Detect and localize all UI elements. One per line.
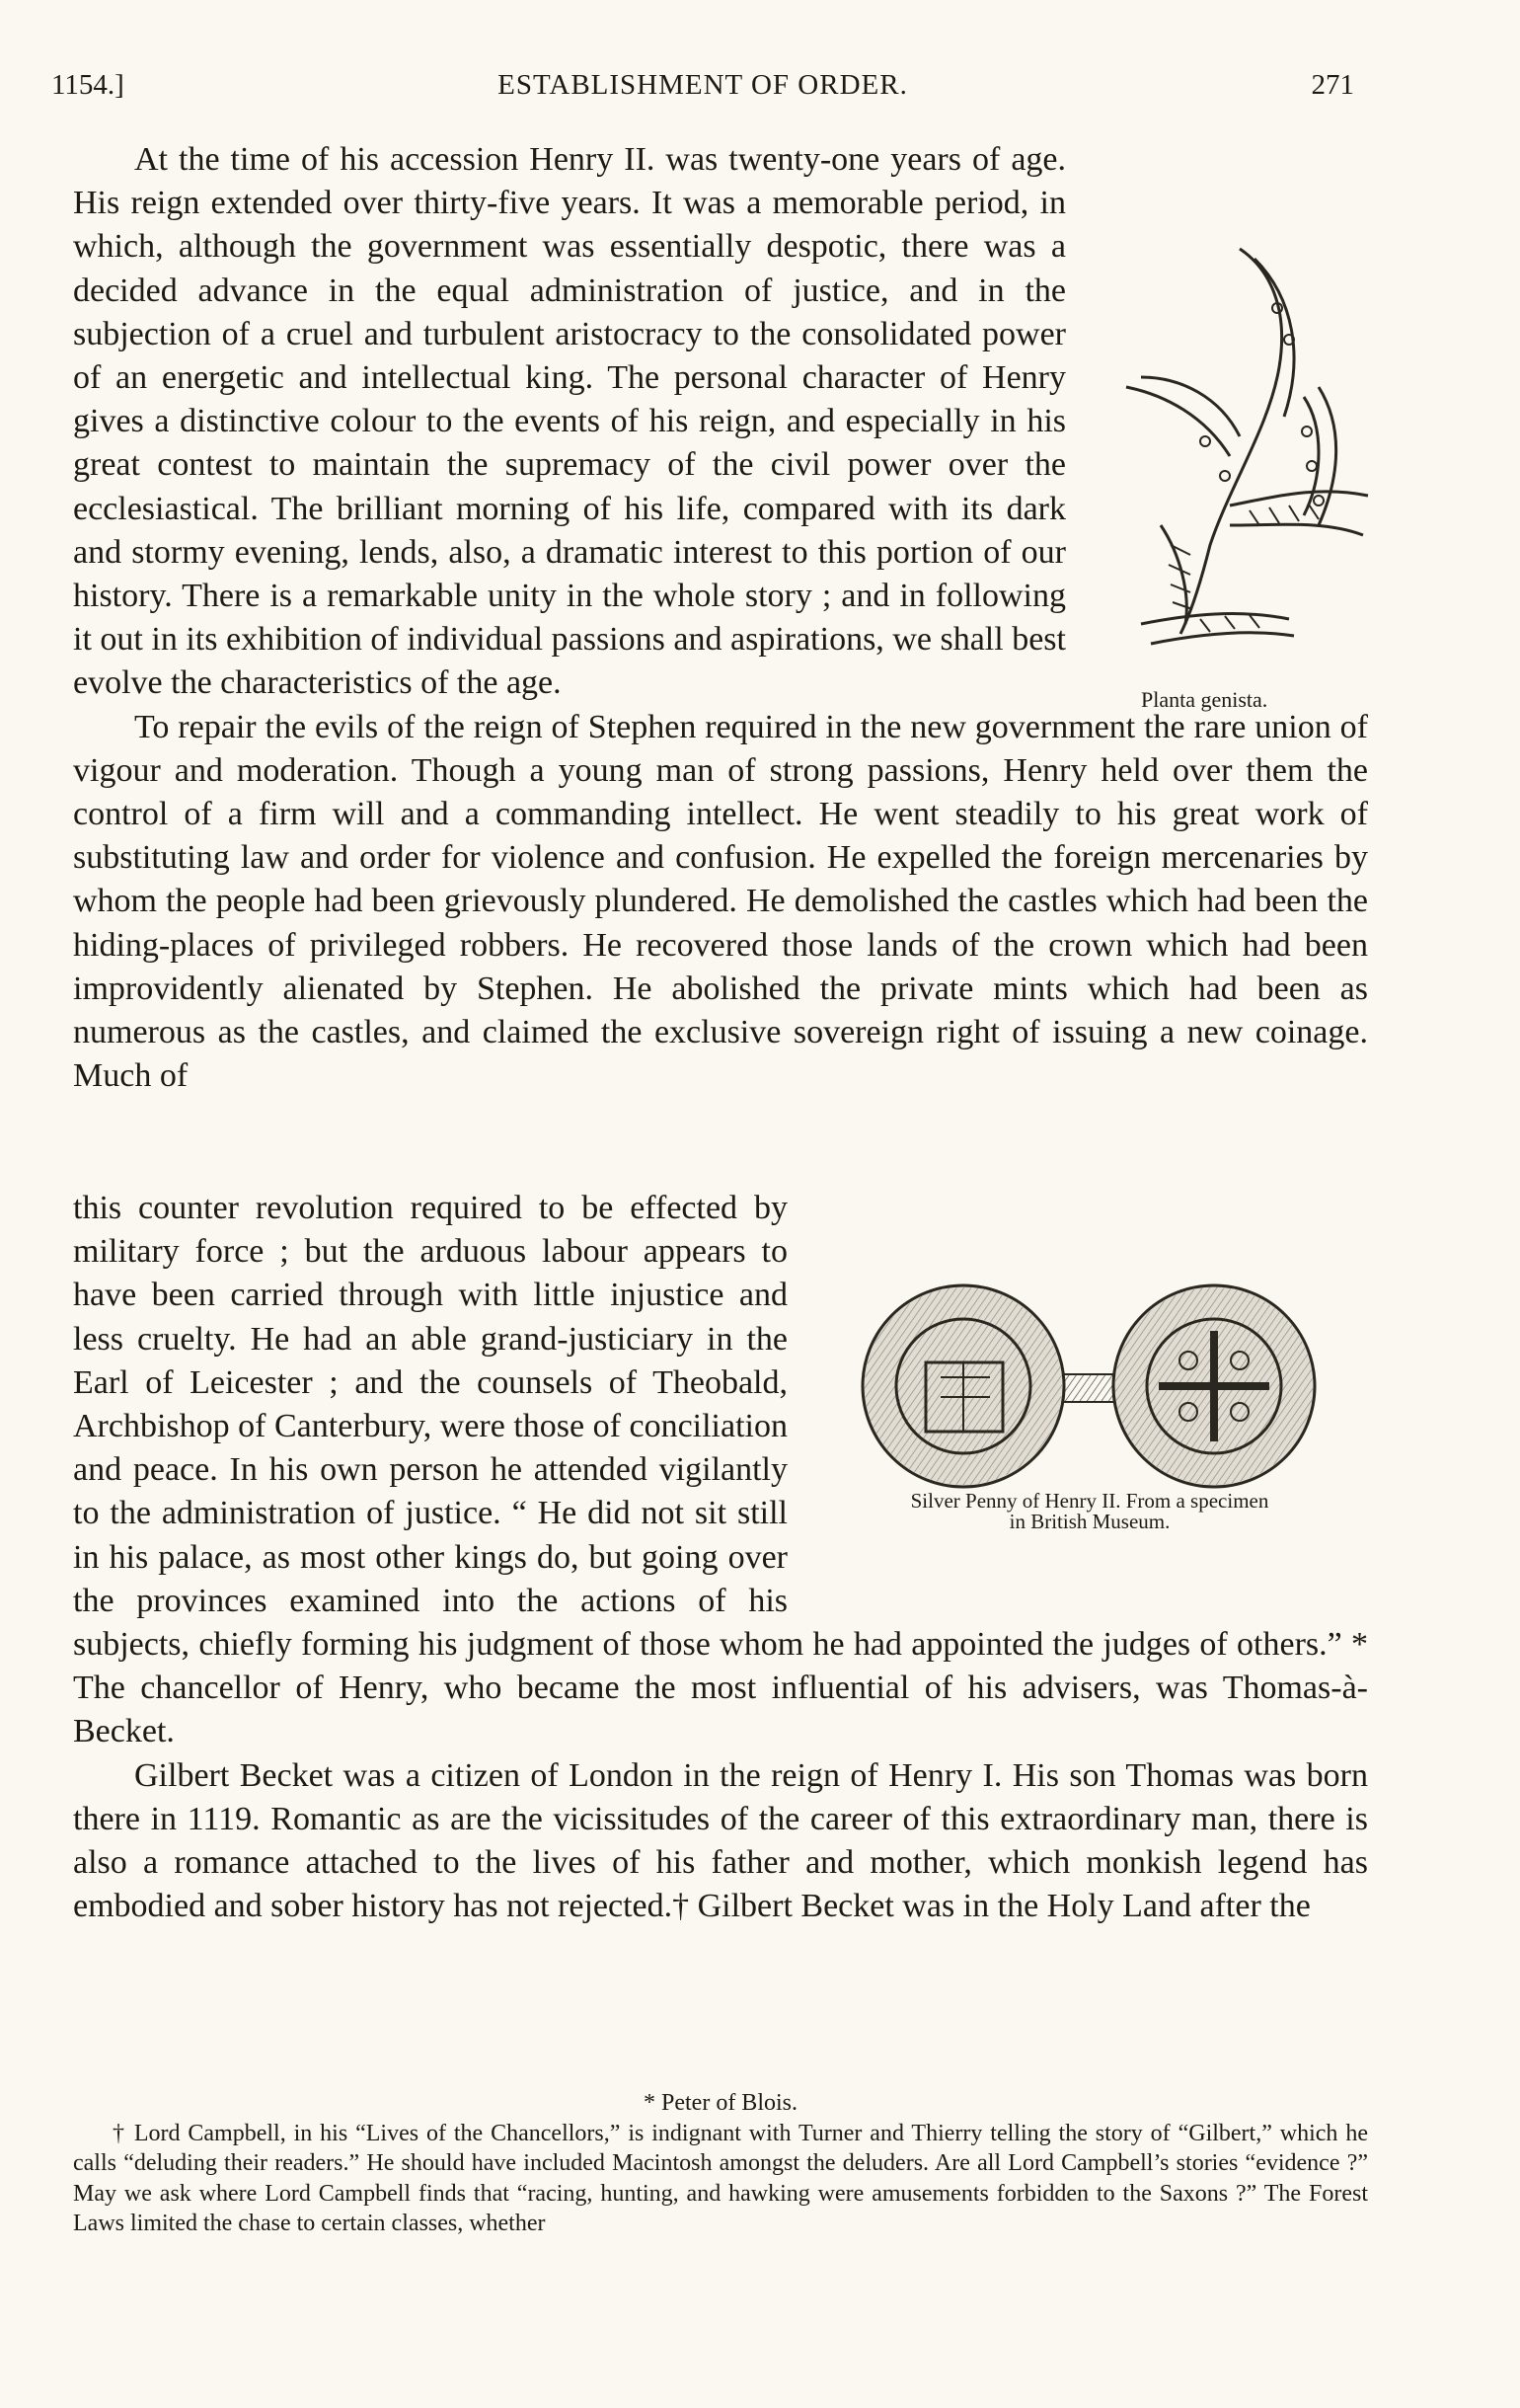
paragraph-2a: To repair the evils of the reign of Stephen required in the new government the rare union of vigour and moderation. Though a young man of strong passions, Henry held over them the control of a firm will and a commanding intellect. He went steadily to his great work of substituting law and order for violence and confusion. He expelled the foreign mercenaries by whom the people had been grievously plundered. He demolished the castles which had been the hiding-places of privileged robbers. He recovered those lands of the crown which had been improvidently alienated by Stephen. He abolished the private mints which had been as numerous as the castles, and claimed the exclusive sovereign right of issuing a new coinage. Much of [73,708,1368,1095]
footnote-1: * Peter of Blois. [644,2090,798,2116]
header-year: 1154.] [51,69,124,101]
footnotes [73,2088,1368,2239]
silver-penny-caption-line-2: in British Museum. [1009,1510,1171,1533]
main-text-bottom [73,1187,1368,1928]
silver-penny-figure [807,1283,1372,1604]
silver-penny-illustration [807,1283,1372,1491]
planta-genista-caption: Planta genista. [1141,687,1268,712]
footnote-2: † Lord Campbell, in his “Lives of the Chancellors,” is indignant with Turner and Thierry telling the story of “Gilbert,” which he calls “deluding their readers.” He should have included Macintosh amongst the deluders. Are all Lord Campbell’s stories “evidence ?” May we ask where Lord Campbell finds that “racing, hunting, and hawking were amusements forbidden to the Saxons ?” The Forest Laws limited the chase to certain classes, whether [73,2120,1368,2236]
paragraph-2b: this counter revolution required to be effected by military force ; but the arduous labour appears to have been carried through with little injustice and less cruelty. He had an able grand-justiciary in the Earl of Leicester ; and the counsels of Theobald, Archbishop of Canterbury, were those of conciliation and peace. In his own person he attended vigilantly to the administration of justice. “ He did not sit still in his palace, as most other kings do, but going over the provinces examined into the actions of his subjects, chiefly forming his judgment of those whom he had appointed the judges of others.” * The chancellor of Henry, who became the most influential of his advisers, was Thomas-à-Becket. [73,1190,1368,1750]
header-title: ESTABLISHMENT OF ORDER. [497,69,908,101]
page-number: 271 [1311,69,1354,101]
running-header [51,69,1354,109]
paragraph-1: At the time of his accession Henry II. was twenty-one years of age. His reign extended over thirty-five years. It was a memorable period, in which, although the government was essentially despotic, there was a decided advance in the equal administration of justice, and in the subjection of a cruel and turbulent aristocracy to the consolidated power of an energetic and intellectual king. The personal character of Henry gives a distinctive colour to the events of his reign, and especially in his great contest to maintain the supremacy of the civil power over the ecclesiastical. The brilliant morning of his life, compared with its dark and stormy evening, lends, also, a dramatic interest to this portion of our history. There is a remarkable unity in the whole story ; and in following it out in its exhibition of individual passions and aspirations, we shall best evolve the characteristics of the age. [73,141,1066,702]
main-text-top [73,138,1368,1098]
planta-genista-illustration [1082,229,1378,673]
planta-genista-figure [1082,229,1378,712]
silver-penny-caption-line-1: Silver Penny of Henry II. From a specimen [910,1489,1269,1513]
silver-penny-caption [807,1491,1372,1532]
paragraph-3: Gilbert Becket was a citizen of London in the reign of Henry I. His son Thomas was born there in 1119. Romantic as are the vicissitudes of the career of this extraordinary man, there is also a romance attached to the lives of his father and mother, which monkish legend has embodied and sober history has not rejected.† Gilbert Becket was in the Holy Land after the [73,1756,1368,1925]
